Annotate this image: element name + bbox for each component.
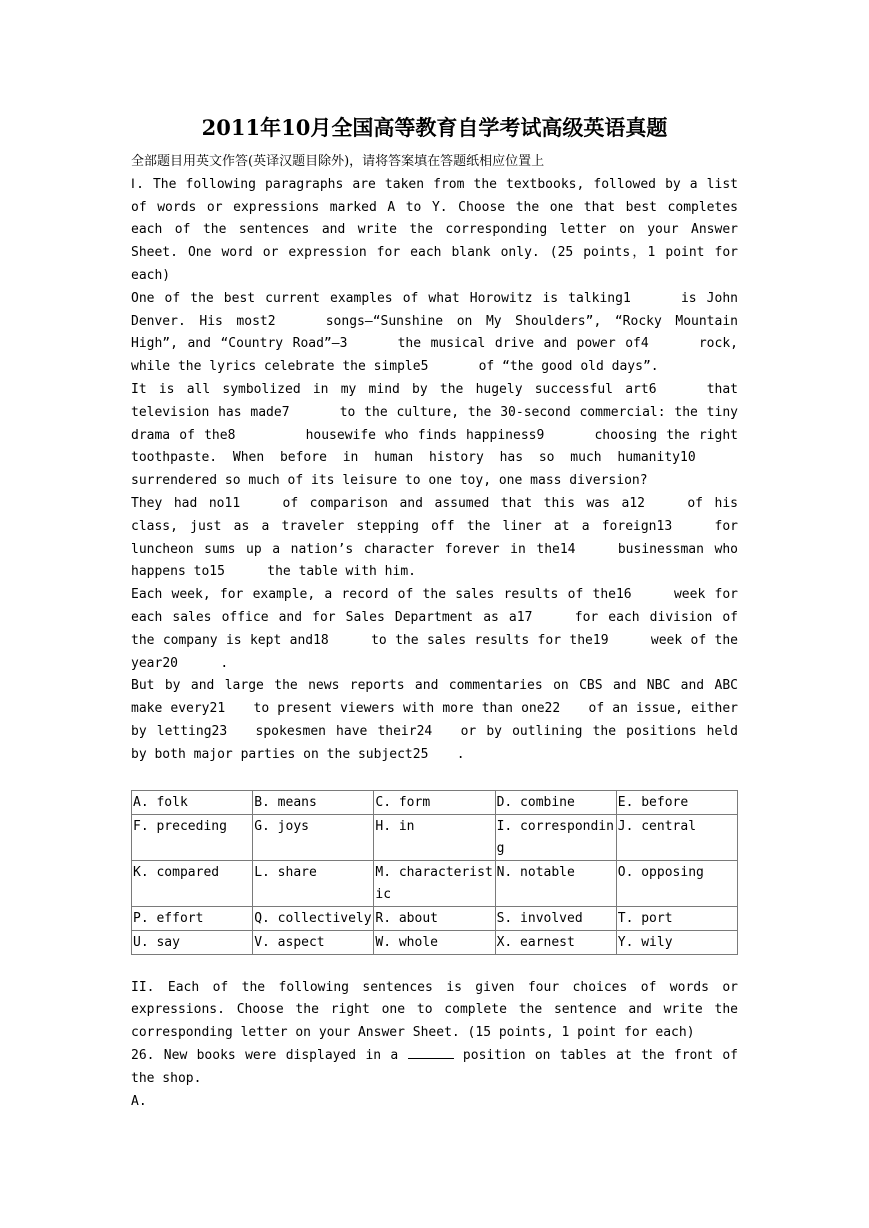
paragraph-text: spokesmen have their [255, 723, 417, 739]
option-cell: Y. wily [616, 930, 737, 954]
section2-instructions: II. Each of the following sentences is given four choices of words or expressions. Choose the right one to complete the sentence and write the corresponding letter on your Answer Sheet. (15 points, 1 point for each) [131, 979, 738, 1041]
blank-number: 9 [536, 427, 545, 443]
paragraph-text: surrendered so much of its leisure to one toy, one mass diversion? [131, 473, 648, 489]
options-row [132, 906, 738, 930]
blank-number: 3 [339, 336, 348, 352]
options-table [131, 790, 738, 955]
option-cell: T. port [616, 906, 737, 930]
paragraph-text: that television has made [131, 381, 738, 420]
option-cell: E. before [616, 790, 737, 814]
paragraph-text: to the sales results for the [371, 632, 593, 648]
section1-instructions: Ⅰ. The following paragraphs are taken from the textbooks, followed by a list of words or expressions marked A to Y. Choose the one that best completes each of the sentences and write the corresponding letter on your Answer Sheet. One word or expression for each blank only. (25 points，1 point for each) [131, 176, 738, 283]
cloze-paragraph [131, 379, 738, 493]
option-cell: B. means [253, 790, 374, 814]
blank-number: 2 [267, 313, 276, 329]
cloze-paragraph [131, 288, 738, 379]
blank-number: 16 [615, 587, 632, 603]
options-row [132, 814, 738, 860]
option-cell: K. compared [132, 860, 253, 906]
paragraph-text: Each week, for example, a record of the sales results of the [131, 587, 616, 603]
question-26-stem-end: position on tables at the front of the shop. [131, 1047, 739, 1086]
option-cell: H. in [374, 814, 495, 860]
blank-number: 20 [162, 655, 178, 671]
blank-number: 13 [656, 518, 673, 534]
paragraph-text: . [456, 746, 465, 762]
page-title: 2011年10月全国高等教育自学考试高级英语真题 [201, 115, 668, 140]
paragraph-text: the musical drive and power of [397, 336, 641, 352]
cloze-paragraphs [131, 288, 738, 767]
options-row [132, 930, 738, 954]
paragraph-text: of an issue, either by letting [131, 701, 738, 739]
option-cell: I. corresponding [495, 814, 616, 860]
paragraph-text: of comparison and assumed that this was a [282, 495, 630, 511]
paragraph-text: of “the good old days”. [478, 359, 659, 375]
blank-number: 25 [412, 746, 429, 762]
option-cell: U. say [132, 930, 253, 954]
option-cell: G. joys [253, 814, 374, 860]
paragraph-text: housewife who finds happiness [305, 427, 537, 443]
paragraph-text: to present viewers with more than one [253, 701, 545, 717]
blank-number: 8 [227, 427, 236, 443]
blank-number: 4 [640, 336, 649, 352]
blank-number: 12 [629, 495, 645, 511]
paragraph-text: for luncheon sums up a nation’s character forever in the [131, 518, 738, 557]
exam-content [131, 151, 738, 1113]
option-cell: D. combine [495, 790, 616, 814]
option-cell: O. opposing [616, 860, 737, 906]
blank-number: 5 [420, 359, 429, 375]
paragraph-text: week of the year [131, 632, 739, 671]
paragraph-text: rock, while the lyrics celebrate the simple [131, 336, 738, 375]
blank-number: 6 [648, 381, 657, 397]
paragraph-text: They had no [131, 495, 225, 511]
blank-number: 1 [622, 290, 631, 306]
option-cell: L. share [253, 860, 374, 906]
paragraph-text: to the culture, the 30-second commercial: the tiny drama of the [131, 404, 738, 443]
paragraph-text: of his class, just as a traveler stepping off the liner at a foreign [131, 495, 738, 534]
blank-number: 23 [211, 723, 228, 739]
option-cell: N. notable [495, 860, 616, 906]
option-cell: S. involved [495, 906, 616, 930]
blank-number: 17 [516, 609, 533, 625]
option-cell: A. folk [132, 790, 253, 814]
option-cell: R. about [374, 906, 495, 930]
paragraph-text: songs—“Sunshine on My Shoulders”, “Rocky Mountain High”, and “Country Road”— [131, 313, 738, 352]
blank-number: 10 [680, 450, 696, 466]
paragraph-text: It is all symbolized in my mind by the hugely successful art [131, 381, 649, 397]
answer-blank [408, 1046, 454, 1059]
option-cell: P. effort [132, 906, 253, 930]
option-cell: X. earnest [495, 930, 616, 954]
blank-number: 19 [592, 632, 609, 648]
cloze-paragraph [131, 584, 738, 675]
blank-number: 11 [224, 495, 241, 511]
question-26-stem: 26. New books were displayed in a [131, 1047, 399, 1063]
paragraph-text: choosing the right toothpaste. When before in human history has so much humanity [131, 427, 738, 466]
cloze-paragraph [131, 675, 738, 766]
blank-number: 18 [313, 632, 329, 648]
blank-number: 22 [544, 701, 561, 717]
paragraph-text: the table with him. [267, 564, 416, 580]
cloze-paragraph [131, 493, 738, 584]
option-cell: Q. collectively [253, 906, 374, 930]
paragraph-text: . [220, 655, 229, 671]
blank-number: 24 [416, 723, 433, 739]
paragraph-text: But by and large the news reports and commentaries on CBS and NBC and ABC make every [131, 678, 738, 717]
paragraph-text: week for each sales office and for Sales Department as a [131, 587, 738, 625]
subtitle: 全部题目用英文作答(英译汉题目除外)，请将答案填在答题纸相应位置上 [131, 154, 545, 169]
option-cell: C. form [374, 790, 495, 814]
blank-number: 21 [209, 701, 226, 717]
option-cell: J. central [616, 814, 737, 860]
question-26 [131, 1045, 738, 1091]
options-row [132, 790, 738, 814]
options-row [132, 860, 738, 906]
paragraph-text: is John Denver. His most [131, 290, 738, 329]
option-cell: F. preceding [132, 814, 253, 860]
paragraph-text: One of the best current examples of what Horowitz is talking [131, 290, 623, 306]
blank-number: 7 [281, 404, 290, 420]
question-26-choice-a: A. [131, 1093, 147, 1109]
blank-number: 14 [559, 541, 576, 557]
blank-number: 15 [209, 564, 225, 580]
option-cell: V. aspect [253, 930, 374, 954]
paragraph-text: for each division of the company is kept and [131, 609, 738, 648]
paragraph-text: or by outlining the positions held by both major parties on the subject [131, 723, 738, 762]
option-cell: W. whole [374, 930, 495, 954]
option-cell: M. characteristic [374, 860, 495, 906]
paragraph-text: businessman who happens to [131, 541, 738, 580]
